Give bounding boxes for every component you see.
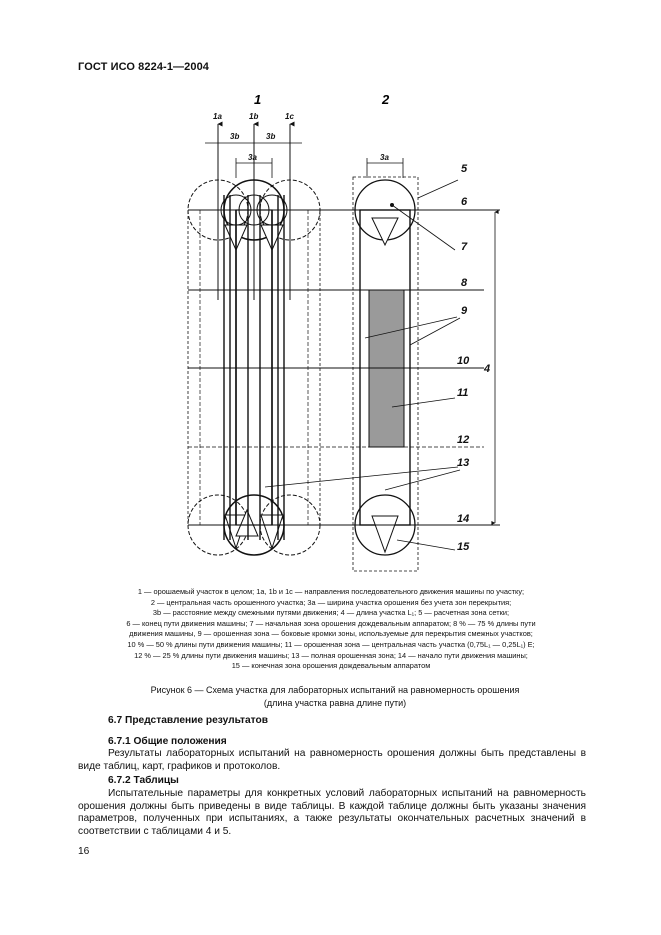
caption-line-2: (длина участка равна длине пути) bbox=[263, 697, 407, 708]
left-panel bbox=[188, 124, 320, 555]
subsection-heading-tables: 6.7.2 Таблицы bbox=[108, 775, 179, 786]
legend-line: 1 — орошаемый участок в целом; 1a, 1b и 1c — направления последовательного движения машины по участку; bbox=[137, 587, 525, 596]
callout-6: 6 bbox=[461, 196, 468, 208]
figure-legend bbox=[58, 587, 604, 672]
callout-11: 11 bbox=[457, 387, 469, 399]
panel-label-1: 1 bbox=[254, 92, 262, 107]
page-number: 16 bbox=[78, 846, 90, 857]
legend-line: 12 % — 25 % длины пути движения машины; 13 — полная орошенная зона; 14 — начало пути движения машины; bbox=[134, 650, 528, 660]
paragraph-general: Результаты лабораторных испытаний на равномерность орошения должны быть представлены в виде таблиц, карт, графиков и протоколов. bbox=[78, 748, 586, 772]
callout-5: 5 bbox=[461, 163, 468, 175]
callout-7: 7 bbox=[461, 241, 468, 253]
caption-line-1: Рисунок 6 — Схема участка для лабораторных испытаний на равномерность орошения bbox=[150, 685, 520, 695]
legend-line: 10 % — 50 % длины пути движения машины; 11 — орошенная зона — центральная часть участка (0,75L₁ — 0,25L₁) E; bbox=[127, 639, 535, 649]
figure-caption bbox=[70, 684, 600, 709]
legend-line: 3b — расстояние между смежными путями движения; 4 — длина участка L₁; 5 — расчетная зона сетки; bbox=[152, 608, 510, 618]
dimension-label-4: 4 bbox=[484, 363, 491, 375]
panel-label-2: 2 bbox=[382, 92, 390, 107]
label-3b-right: 3b bbox=[266, 132, 276, 141]
legend-line: 2 — центральная часть орошенного участка; 3a — ширина участка орошения без учета зон перекрытия; bbox=[150, 597, 512, 607]
label-3a-right: 3a bbox=[380, 153, 389, 162]
label-1c: 1c bbox=[285, 112, 294, 121]
subsection-heading-general: 6.7.1 Общие положения bbox=[108, 736, 227, 747]
legend-line: 15 — конечная зона орошения дождевальным аппаратом bbox=[231, 661, 431, 671]
label-3b-left: 3b bbox=[230, 132, 240, 141]
callout-15: 15 bbox=[457, 541, 470, 553]
callout-10: 10 bbox=[457, 355, 470, 367]
legend-line: движения машины, 9 — орошенная зона — боковые кромки зоны, используемые для перекрытия смежных участков; bbox=[129, 629, 533, 639]
callout-13: 13 bbox=[457, 457, 470, 469]
callout-9: 9 bbox=[461, 305, 468, 317]
callout-8: 8 bbox=[461, 277, 468, 289]
callout-12: 12 bbox=[457, 434, 470, 446]
section-heading: 6.7 Представление результатов bbox=[108, 715, 268, 726]
document-header: ГОСТ ИСО 8224-1—2004 bbox=[78, 61, 210, 73]
right-panel bbox=[353, 158, 418, 571]
legend-line: 6 — конец пути движения машины; 7 — начальная зона орошения дождевальным аппаратом; 8 % — 75 % длины пути bbox=[126, 618, 536, 628]
label-3a-left: 3a bbox=[248, 153, 257, 162]
callout-14: 14 bbox=[457, 513, 470, 525]
label-1a: 1a bbox=[213, 112, 222, 121]
paragraph-tables: Испытательные параметры для конкретных условий лабораторных испытаний на равномерность орошения должны быть приведены в виде таблицы. В каждой таблице должны быть указаны значения параметров, полученных при испытаниях, а также результаты окончательных расчетных значений в соответствии с таблицами 4 и 5. bbox=[78, 788, 586, 837]
label-1b: 1b bbox=[249, 112, 259, 121]
